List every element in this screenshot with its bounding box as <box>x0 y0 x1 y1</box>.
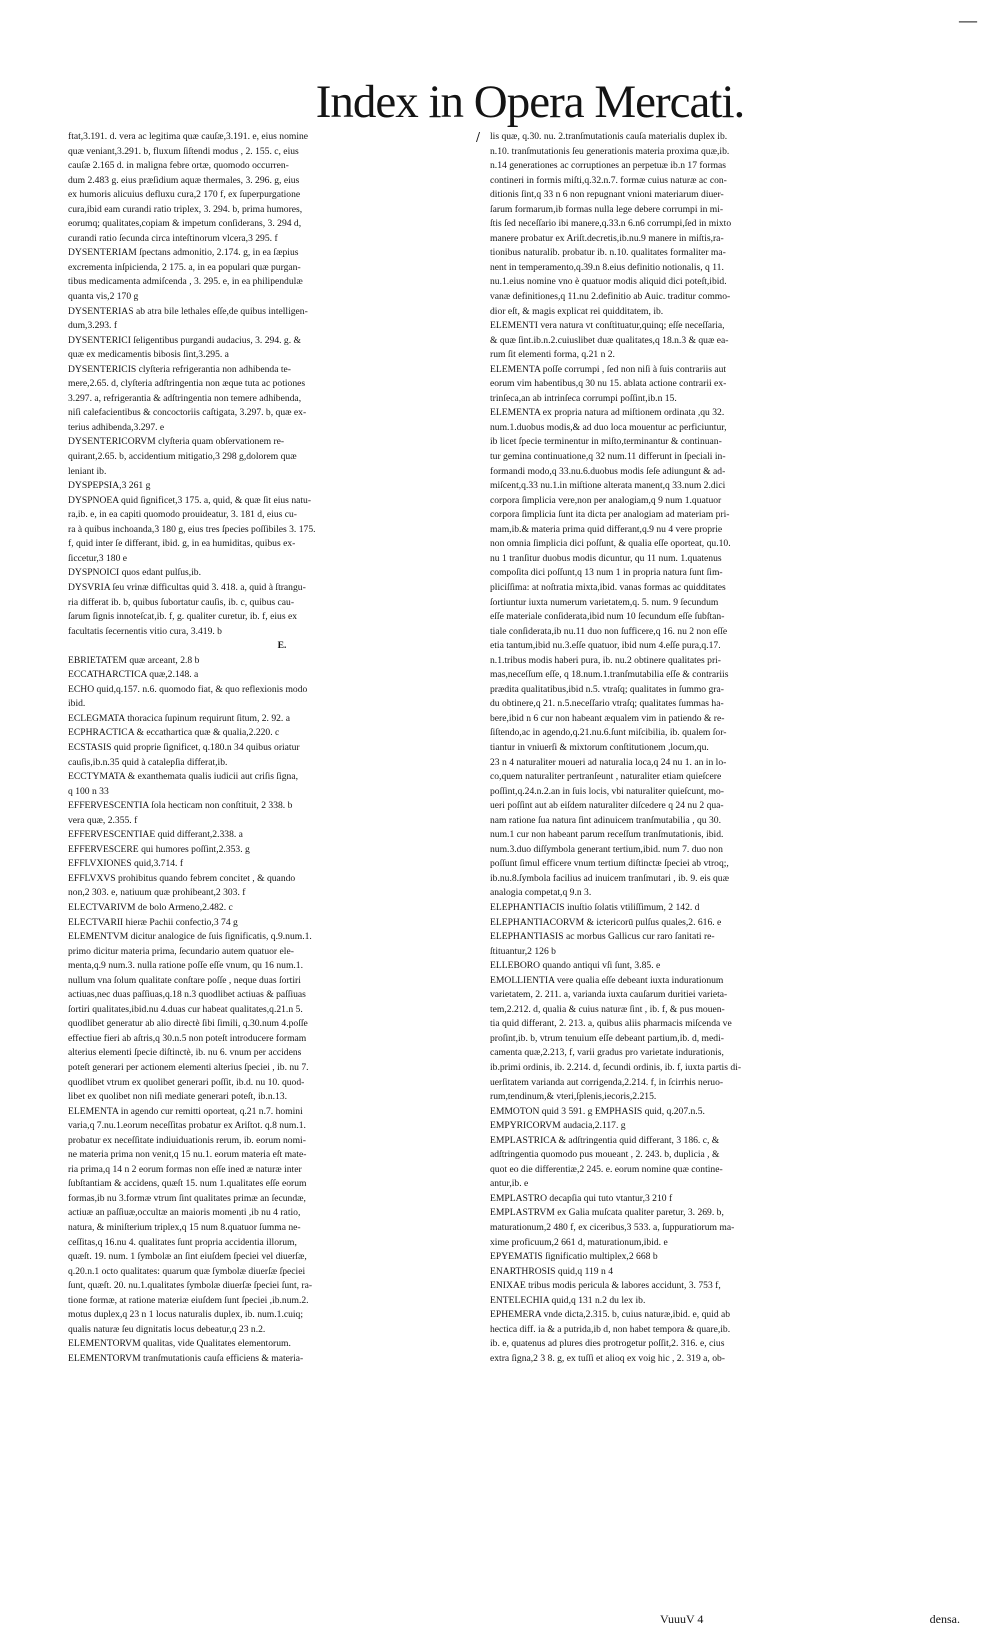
index-line: tur gemina continuatione,q 32 num.11 differunt in ſpeciali in- <box>490 451 726 463</box>
index-line: ELLEBORO quando antiqui vſi ſunt, 3.85. e <box>490 960 661 972</box>
index-line: terius adhibenda,3.297. e <box>68 421 165 433</box>
index-line: effectiue fieri ab aſtris,q 30.n.5 non poteſt introducere formam <box>68 1032 307 1044</box>
index-line: ECLEGMATA thoracica ſupinum requirunt ſitum, 2. 92. a <box>68 712 290 724</box>
index-line: EFFERVESCENTIA ſola hecticam non conſtituit, 2 338. b <box>68 800 293 812</box>
index-line: leniant ib. <box>68 465 107 477</box>
column-divider-mark: / <box>476 130 481 144</box>
index-line: quodlibet generatur ab alio directè ſibi ſimili, q.30.num 4.poſſe <box>68 1018 308 1030</box>
index-line: ENARTHROSIS quid,q 119 n 4 <box>490 1265 613 1277</box>
index-line: ſiſtendo,ac in agendo,q.21.nu.6.ſunt miſcibilia, ib. qualem ſor- <box>490 727 727 739</box>
index-line: DYSENTERIAM ſpectans admonitio, 2.174. g, in ea ſæpius <box>68 247 299 259</box>
index-line: E. <box>277 640 287 652</box>
index-line: alterius elementi ſpecie diſtinctè, ib. nu 6. vnum per accidens <box>68 1047 302 1059</box>
index-line: q 100 n 33 <box>68 785 109 797</box>
index-line: EMMOTON quid 3 591. g EMPHASIS quid, q.207.n.5. <box>490 1105 705 1117</box>
index-line: etia tantum,ibid nu.3.eſſe quatuor, ibid num 4.eſſe pura,q.17. <box>490 640 721 652</box>
index-line: tiale conſiderata,ib nu.11 duo non ſufficere,q 16. nu 2 non eſſe <box>490 625 728 637</box>
index-line: ria prima,q 14 n 2 eorum formas non eſſe ined æ naturæ inter <box>68 1163 302 1175</box>
index-line: num.1 cur non habeant parum receſſum tranſmutationis, ibid. <box>490 829 724 841</box>
right-column <box>490 130 918 1366</box>
index-line: formas,ib nu 3.formæ vtrum ſint qualitates primæ an ſecundæ, <box>68 1192 306 1204</box>
index-line: quot eo die differentiæ,2 245. e. eorum nomine quæ contine- <box>490 1163 723 1175</box>
index-line: ENTELECHIA quid,q 131 n.2 du lex ib. <box>490 1294 646 1306</box>
index-line: manere probatur ex Ariſt.decretis,ib.nu.9 manere in miſtis,ra- <box>490 232 724 244</box>
index-line: adſtringentia quomodo pus moueant , 2. 243. b, duplicia , & <box>490 1149 720 1161</box>
index-line: ex humoris alicuius defluxu cura,2 170 f, ex ſuperpurgatione <box>68 189 301 201</box>
index-line: EPHEMERA vnde dicta,2.315. b, cuius naturæ,ibid. e, quid ab <box>490 1309 731 1321</box>
index-line: cura,ibid eam curandi ratio triplex, 3. 294. b, prima humores, <box>68 203 303 215</box>
index-line: ECCTYMATA & exanthemata qualis iudicii aut criſis ſigna, <box>68 771 298 783</box>
index-line: EMPLASTRO decapſia qui tuto vtantur,3 210 f <box>490 1192 673 1204</box>
index-line: quæ ex medicamentis bibosis ſint,3.295. a <box>68 349 229 361</box>
index-line: tionibus naturalib. probatur ib. n.10. qualitates formaliter ma- <box>490 247 726 259</box>
index-line: eorumq; qualitates,copiam & impetum conſiderans, 3. 294 d, <box>68 218 302 230</box>
index-line: non,2 303. e, natiuum quæ prohibeant,2 303. f <box>68 887 246 899</box>
index-line: DYSPNOICI quos edant pulſus,ib. <box>68 567 201 579</box>
index-line: bere,ibid n 6 cur non habeant æqualem vim in patiendo & re- <box>490 712 725 724</box>
index-line: vera quæ, 2.355. f <box>68 814 138 826</box>
index-line: vanæ definitiones,q 11.nu 2.definitio ab Auic. traditur commo- <box>490 291 731 303</box>
index-line: extra ſigna,2 3 8. g, ex tuſſi et alioq ex voig hic , 2. 319 a, ob- <box>490 1352 725 1364</box>
index-line: ſiccetur,3 180 e <box>68 552 128 564</box>
index-line: ELEMENTA poſſe corrumpi , ſed non niſi à ſuis contrariis aut <box>490 363 727 375</box>
index-line: varia,q 7.nu.1.eorum neceſſitas probatur ex Ariſtot. q.8 num.1. <box>68 1120 306 1132</box>
index-line: q.20.n.1 octo qualitates: quarum quæ ſymbolæ diuerſæ ſpeciei <box>68 1265 306 1277</box>
index-line: ELEMENTI vera natura vt conſtituatur,quinq; eſſe neceſſaria, <box>490 320 725 332</box>
index-line: lis quæ, q.30. nu. 2.tranſmutationis cauſa materialis duplex ib. <box>490 131 728 142</box>
index-line: tione formæ, at ratione materiæ eiuſdem ſunt ſpeciei ,ib.num.2. <box>68 1294 309 1306</box>
index-line: varietatem, 2. 211. a, varianda iuxta cauſarum duritiei varieta- <box>490 989 728 1001</box>
index-line: facultatis ſecernentis vitio cura, 3.419. b <box>68 625 222 637</box>
index-line: n.1.tribus modis haberi pura, ib. nu.2 obtinere qualitates pri- <box>490 654 721 666</box>
corner-mark: — <box>958 8 978 32</box>
index-line: EMPLASTRICA & adſtringentia quid differant, 3 186. c, & <box>490 1134 720 1146</box>
index-line: curandi ratio ſecunda circa inteſtinorum vlcera,3 295. f <box>68 232 278 244</box>
index-line: ib.primi ordinis, ib. 2.214. d, ſecundi ordinis, ib. f, iuxta partis di- <box>490 1062 742 1073</box>
index-line: DYSENTERICORVM clyſteria quam obſervationem re- <box>68 436 285 448</box>
index-line: camenta quæ,2.213, f, varii gradus pro varietate indurationis, <box>490 1047 724 1059</box>
index-line: ſarum formarum,ib formas nulla lege debere corrumpi in mi- <box>490 203 724 215</box>
index-line: 3.297. a, refrigerantia & adſtringentia non temere adhibenda, <box>68 392 302 404</box>
index-line: probatur ex neceſſitate indiuiduationis rerum, ib. eorum nomi- <box>68 1134 306 1146</box>
index-line: poſſint,q.24.n.2.an in ſuis locis, vbi naturaliter quieſcunt, mo- <box>490 785 724 797</box>
index-line: corpora ſimplicia ſunt ita dicta per analogiam ad materiam pri- <box>490 509 730 521</box>
index-line: actiuas,nec duas paſſiuas,q.18 n.3 quodlibet actiuas & paſſiuas <box>68 989 306 1001</box>
index-line: num.1.duobus modis,& ad duo loca mouentur ac perficiuntur, <box>490 421 727 433</box>
index-line: dior eſt, & magis explicat rei quidditatem, ib. <box>490 305 664 317</box>
index-line: ra à quibus inchoanda,3 180 g, eius tres ſpecies poſſibiles 3. 175. <box>68 523 316 535</box>
index-line: compoſita dici poſſunt,q 13 num 1 in propria natura ſunt ſim- <box>490 567 723 579</box>
index-line: eorum vim habentibus,q 30 nu 15. ablata actione contrarii ex- <box>490 378 727 390</box>
index-line: prædita qualitatibus,ibid n.5. vtraſq; qualitates in ſummo gra- <box>490 683 724 695</box>
index-line: tibus medicamenta admiſcenda , 3. 295. e, in ea philipendulæ <box>68 276 303 288</box>
index-line: nu 1 tranſitur duobus modis dicuntur, qu 11 num. 1.quatenus <box>490 552 722 564</box>
index-line: DYSENTERIAS ab atra bile lethales eſſe,de quibus intelligen- <box>68 305 308 317</box>
index-line: ELEMENTVM dicitur analogice de ſuis ſignificatis, q.9.num.1. <box>68 931 312 943</box>
index-line: motus duplex,q 23 n 1 locus naturalis duplex, ib. num.1.cuiq; <box>68 1309 304 1321</box>
index-line: ELEMENTA in agendo cur remitti oporteat, q.21 n.7. homini <box>68 1105 303 1117</box>
index-line: ueri poſſint aut ab eiſdem naturaliter diſcedere q 24 nu 2 qua- <box>490 800 724 812</box>
page-title: Index in Opera Mercati. <box>315 76 745 128</box>
index-line: contineri in formis miſti,q.32.n.7. formæ cuius naturæ ac con- <box>490 174 727 186</box>
index-line: quirant,2.65. b, accidentium mitigatio,3 298 g,dolorem quæ <box>68 451 297 463</box>
index-line: co,quem naturaliter pertranſeunt , naturaliter etiam quieſcere <box>490 771 722 783</box>
index-line: formandi modo,q 33.nu.6.duobus modis ſeſe adiungunt & ad- <box>490 465 726 477</box>
index-line: maturationum,2 480 f, ex ciceribus,3 533. a, ſuppuratiorum ma- <box>490 1222 735 1234</box>
index-line: ELEMENTA ex propria natura ad miſtionem ordinata ,qu 32. <box>490 407 725 419</box>
index-line: natura, & miniſterium triplex,q 15 num 8.quatuor ſumma ne- <box>68 1222 301 1234</box>
index-line: ECPHRACTICA & eccathartica quæ & qualia,2.220. c <box>68 727 280 739</box>
signature-mark: VuuuV 4 <box>660 1612 704 1626</box>
index-line: DYSENTERICIS clyſteria refrigerantia non adhibenda te- <box>68 363 291 375</box>
index-line: mere,2.65. d, clyſteria adſtringentia non æque tuta ac potiones <box>68 378 306 390</box>
index-line: uerſitatem varianda aut corrigenda,2.214. f, in ſcirrhis neruo- <box>490 1076 724 1088</box>
index-line: mam,ib.& materia prima quid differant,q.9 nu 4 vere proprie <box>490 523 723 535</box>
index-line: DYSPNOEA quid ſignificet,3 175. a, quid, & quæ ſit eius natu- <box>68 494 312 506</box>
index-line: ELEPHANTIACIS inuſtio ſolatis vtiliſſimum, 2 142. d <box>490 901 700 913</box>
index-line: analogia competat,q 9.n 3. <box>490 887 592 899</box>
index-line: ra,ib. e, in ea capiti quomodo prouideatur, 3. 181 d, eius cu- <box>68 509 298 521</box>
index-line: EPYEMATIS ſignificatio multiplex,2 668 b <box>490 1251 658 1263</box>
index-line: tem,2.212. d, qualia & cuius naturæ ſint , ib. f, & pus mouen- <box>490 1003 725 1015</box>
index-line: mas,neceſſum eſſe, q 18.num.1.tranſmutabilia eſſe & contrariis <box>490 669 729 681</box>
index-line: qualis naturæ ſeu dignitatis locus debeatur,q 23 n.2. <box>68 1323 266 1335</box>
index-line: ELECTVARIVM de bolo Armeno,2.482. c <box>68 901 233 913</box>
index-line: ELECTVARII hieræ Pachii confectio,3 74 g <box>68 916 238 928</box>
index-line: ECSTASIS quid proprie ſignificet, q.180.n 34 quibus oriatur <box>68 741 300 753</box>
index-line: ſubſtantiam & accidens, quæſt 15. num 1.qualitates eſſe eorum <box>68 1178 307 1190</box>
index-line: ſtituantur,2 126 b <box>490 945 556 957</box>
index-line: ne materia prima non venit,q 15 nu.1. eorum materia eſt mate- <box>68 1149 307 1161</box>
index-line: n.10. tranſmutationis ſeu generationis materia proxima quæ,ib. <box>490 145 730 157</box>
index-line: cauſæ 2.165 d. in maligna febre ortæ, quomodo occurren- <box>68 160 289 172</box>
index-line: proſint,ib. b, vtrum tenuium eſſe debeant partium,ib. d, medi- <box>490 1032 724 1044</box>
index-line: poteſt generari per actionem elementi alterius ſpeciei , ib. nu 7. <box>68 1062 309 1073</box>
index-line: EFFERVESCENTIAE quid differant,2.338. a <box>68 829 243 841</box>
index-line: non omnia ſimplicia dici poſſunt, & qualia eſſe oporteat, qu.10. <box>490 538 731 550</box>
index-line: dum,3.293. f <box>68 320 118 332</box>
index-line: ceſſitas,q 16.nu 4. qualitates ſunt propria accidentia illorum, <box>68 1236 297 1248</box>
index-line: EFFLVXIONES quid,3.714. f <box>68 858 184 870</box>
index-line: n.14 generationes ac corruptiones an perpetuæ ib.n 17 formas <box>490 160 727 172</box>
index-line: EMPYRICORVM audacia,2.117. g <box>490 1120 626 1132</box>
index-line: rum,tendinum,& vteri,ſplenis,iecoris,2.215. <box>490 1091 657 1103</box>
index-line: EMPLASTRVM ex Galia muſcata qualiter paretur, 3. 269. b, <box>490 1207 724 1219</box>
index-line: ſtis ſed neceſſario ibi manere,q.33.n 6.n6 corrumpi,ſed in mixto <box>490 218 732 230</box>
index-line: tiantur in vniuerſi & mixtorum conſtitutionem ,locum,qu. <box>490 741 709 753</box>
index-line: actiuæ an paſſiuæ,occultæ an maioris momenti ,ib nu 4 ratio, <box>68 1207 301 1219</box>
index-line: DYSPEPSIA,3 261 g <box>68 480 151 492</box>
index-line: EBRIETATEM quæ arceant, 2.8 b <box>68 654 200 666</box>
index-line: poſſunt ſimul efficere vnum tertium diſtinctæ ſpeciei ab vtroq;, <box>490 858 729 870</box>
index-line: nam ratione ſua natura ſint adinuicem tranſmutabilia , qu 30. <box>490 814 721 826</box>
index-line: dum 2.483 g. eius præſidium aquæ thermales, 3. 296. g, eius <box>68 174 300 186</box>
index-line: ſarum ſignis innoteſcat,ib. f, g. qualiter curetur, ib. f, eius ex <box>68 611 298 623</box>
index-line: ſortiri qualitates,ibid.nu 4.duas cur habeat qualitates,q.21.n 5. <box>68 1003 303 1015</box>
index-line: quanta vis,2 170 g <box>68 291 139 303</box>
index-line: quæ veniant,3.291. b, fluxum ſiſtendi modus , 2. 155. c, eius <box>68 145 299 157</box>
index-line: nullum vna ſolum qualitate conſtare poſſe , neque duas ſortiri <box>68 974 301 986</box>
index-line: eſſe materiale conſiderata,ibid num 10 ſecundum eſſe ſubſtan- <box>490 611 725 623</box>
index-line: nent in temperamento,q.39.n 8.eius definitio notionalis, q 11. <box>490 261 724 273</box>
index-line: EMOLLIENTIA vere qualia eſſe debeant iuxta indurationum <box>490 974 724 986</box>
index-line: ſunt, quæſt. 20. nu.1.qualitates ſymbolæ diuerſæ ſpeciei ſunt, ra- <box>68 1280 313 1292</box>
index-line: niſi calefacientibus & concoctoriis caſtigata, 3.297. b, quæ ex- <box>68 407 307 419</box>
index-line: 23 n 4 naturaliter moueri ad naturalia loca,q 24 nu 1. an in lo- <box>490 756 727 768</box>
index-line: hectica diff. ia & a putrida,ib d, non habet tempora & quare,ib. <box>490 1323 731 1335</box>
index-line: quodlibet vtrum ex quolibet generari poſſit, ib.d. nu 10. quod- <box>68 1076 305 1088</box>
index-line: EFFLVXVS prohibitus quando febrem concitet , & quando <box>68 872 296 884</box>
index-line: num.3.duo diſſymbola generant tertium,ibid. num 7. duo non <box>490 843 723 855</box>
index-line: xime proficuum,2 661 d, maturationum,ibid. e <box>490 1236 668 1248</box>
index-line: ib licet ſpecie terminentur in miſto,terminantur & continuan- <box>490 436 722 448</box>
left-column <box>68 130 496 1366</box>
index-line: EFFERVESCERE qui humores poſſint,2.353. g <box>68 843 250 855</box>
index-line: ELEPHANTIASIS ac morbus Gallicus cur raro ſanitati re- <box>490 931 715 943</box>
index-line: ENIXAE tribus modis pericula & labores accidunt, 3. 753 f, <box>490 1280 721 1292</box>
index-line: quæſt. 19. num. 1 ſymbolæ an ſint eiuſdem ſpeciei vel diuerſæ, <box>68 1251 307 1263</box>
index-line: & quæ ſint.ib.n.2.cuiuslibet duæ qualitates,q 18.n.3 & quæ ea- <box>490 334 729 346</box>
index-line: ib.nu.8.ſymbola facilius ad inuicem tranſmutari , ib. 9. eis quæ <box>490 872 730 884</box>
index-line: ECCATHARCTICA quæ,2.148. a <box>68 669 199 681</box>
index-line: cauſis,ib.n.35 quid à catalepſia differat,ib. <box>68 756 228 768</box>
index-line: f, quid inter ſe differant, ibid. g, in ea humiditas, quibus ex- <box>68 538 296 550</box>
index-line: trinſeca,an ab intrinſeca corrumpi poſſint,ib.n 15. <box>490 392 677 404</box>
index-line: nu.1.eius nomine vno è quatuor modis aliquid dici poteſt,ibid. <box>490 276 727 288</box>
index-line: DYSVRIA ſeu vrinæ difficultas quid 3. 418. a, quid à ſtrangu- <box>68 581 306 593</box>
index-line: ELEPHANTIACORVM & ictericorū pulſus quales,2. 616. e <box>490 916 722 928</box>
catchword: densa. <box>929 1612 960 1626</box>
index-line: libet ex quolibet non niſi mediate generari poteſt, ib.n.13. <box>68 1091 288 1103</box>
index-line: ECHO quid,q.157. n.6. quomodo fiat, & quo reflexionis modo <box>68 683 308 695</box>
index-line: antur,ib. e <box>490 1178 529 1190</box>
index-line: rum ſit elementi forma, q.21 n 2. <box>490 349 615 361</box>
index-line: tia quid differant, 2. 213. a, quibus aliis pharmacis miſcenda ve <box>490 1018 732 1030</box>
index-line: excrementa inſpicienda, 2 175. a, in ea populari quæ purgan- <box>68 261 301 273</box>
index-line: ditionis ſint,q 33 n 6 non repugnant vnioni materiarum diuer- <box>490 189 724 201</box>
index-line: du obtinere,q 21. n.5.neceſſario vtraſq; qualitates ſummas ha- <box>490 698 724 710</box>
index-line: ftat,3.191. d. vera ac legitima quæ cauſæ,3.191. e, eius nomine <box>68 131 309 142</box>
index-line: pliciſſima: at noſtratia mixta,ibid. vanas formas ac quidditates <box>490 581 726 593</box>
index-line: menta,q.9 num.3. nulla ratione poſſe eſſe vnum, qu 16 num.1. <box>68 960 304 972</box>
index-line: ELEMENTORVM tranſmutationis cauſa efficiens & materia- <box>68 1352 304 1364</box>
index-line: miſcent,q.33 nu.1.in miſtione alterata manent,q 33.num 2.dici <box>490 480 726 492</box>
index-line: primo dicitur materia prima, ſecundario autem quatuor ele- <box>68 945 294 957</box>
index-line: DYSENTERICI ſeligentibus purgandi audacius, 3. 294. g. & <box>68 334 301 346</box>
index-line: ria differat ib. b, quibus ſubortatur cauſis, ib. c, quibus cau- <box>68 596 295 608</box>
index-line: corpora ſimplicia vere,non per analogiam,q 9 num 1.quatuor <box>490 494 722 506</box>
index-line: ibid. <box>68 698 86 710</box>
index-line: ELEMENTORVM qualitas, vide Qualitates elementorum. <box>68 1338 291 1350</box>
index-line: ib. e, quatenus ad plures dies protrogetur poſſit,2. 316. e, cius <box>490 1338 725 1350</box>
index-line: ſortiuntur iuxta numerum varietatem,q. 5. num. 9 ſecundum <box>490 596 719 608</box>
page-footer <box>660 1612 960 1627</box>
